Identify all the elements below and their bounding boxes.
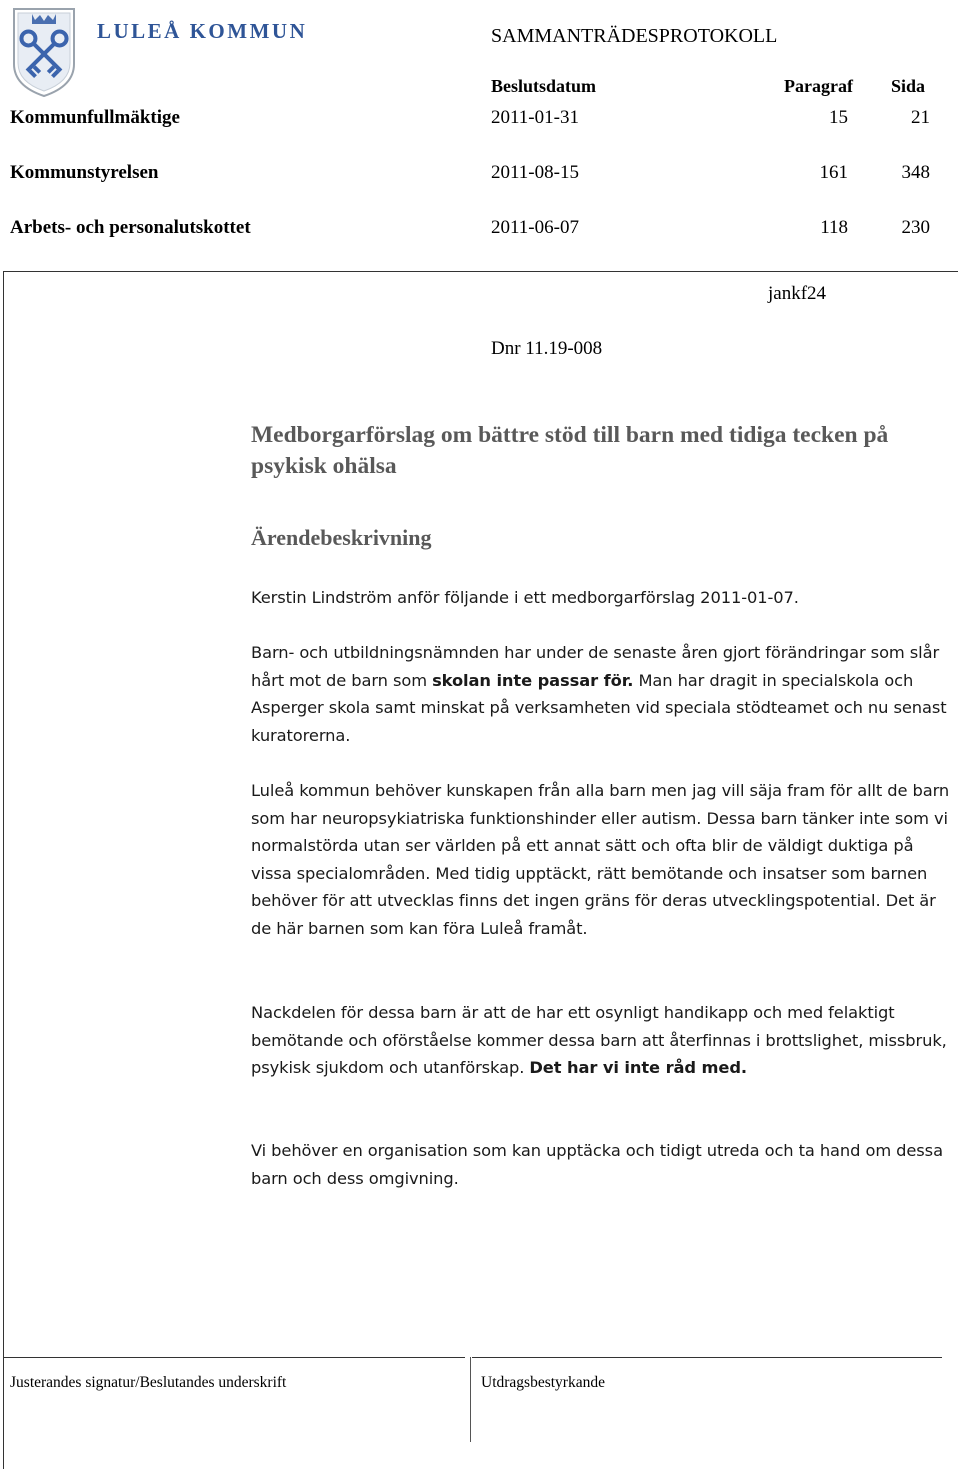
organization-name: LULEÅ KOMMUN [97, 19, 308, 43]
paragraph-4: Vi behöver en organisation som kan upptäcka och tidigt utreda och ta hand om dessa barn och dess omgivning. [251, 1141, 943, 1188]
row-page: 348 [901, 162, 930, 183]
row-page: 230 [901, 217, 930, 238]
column-header-paragraph: Paragraf [784, 76, 853, 96]
row-page: 21 [911, 107, 930, 128]
row-body: Kommunfullmäktige [10, 107, 180, 128]
extract-label: Utdragsbestyrkande [481, 1374, 605, 1391]
row-date: 2011-08-15 [491, 162, 579, 183]
row-body: Arbets- och personalutskottet [10, 217, 251, 238]
extract-line [472, 1357, 942, 1358]
signature-line [3, 1357, 465, 1358]
row-paragraph: 161 [819, 162, 848, 183]
signature-divider [470, 1357, 471, 1442]
column-header-date: Beslutsdatum [491, 76, 597, 96]
row-paragraph: 118 [820, 217, 848, 238]
case-title: Medborgarförslag om bättre stöd till barn med tidiga tecken på psykisk ohälsa [251, 422, 889, 479]
document-type: SAMMANTRÄDESPROTOKOLL [491, 25, 778, 47]
intro-paragraph: Kerstin Lindström anför följande i ett medborgarförslag 2011-01-07. [251, 588, 799, 607]
paragraph-3-emphasis: Det har vi inte råd med. [529, 1058, 747, 1078]
paragraph-1-text-c: Man har dragit in specialskola och Asperger skola samt minskat på verksamheten vid speciala stödteamet och nu senast kuratorerna. [251, 670, 947, 745]
row-paragraph: 15 [829, 107, 848, 128]
paragraph-2: Luleå kommun behöver kunskapen från alla barn men jag vill säja fram för allt de barn som har neuropsykiatriska funktionshinder eller autism. Dessa barn tänker inte som vi normalstörda utan ser världen på ett annat sätt och ofta blir de väldigt duktiga på vissa specialområden. Med tidig upptäckt, rätt bemötande och insatser som barnen behöver för att utvecklas finns det ingen gräns för deras utvecklingspotential. Det är de här barnen som kan föra Luleå framåt. [251, 781, 950, 938]
paragraph-1-emphasis: skolan inte passar för. [432, 670, 634, 690]
column-header-page: Sida [891, 76, 926, 96]
row-body: Kommunstyrelsen [10, 162, 159, 183]
paragraph-1 [251, 639, 951, 749]
row-date: 2011-01-31 [491, 107, 579, 128]
lulea-coat-of-arms-icon [10, 6, 78, 98]
row-date: 2011-06-07 [491, 217, 579, 238]
section-heading: Ärendebeskrivning [251, 525, 432, 550]
paragraph-1-text-a: Barn- och utbildningsnämnden har under de senaste åren gjort förändringar som slår hårt mot de barn som [251, 643, 940, 690]
signature-label: Justerandes signatur/Beslutandes underskrift [10, 1374, 287, 1391]
diary-number: Dnr 11.19-008 [491, 338, 603, 359]
paragraph-3 [251, 999, 951, 1082]
paragraph-3-text: Nackdelen för dessa barn är att de har ett osynligt handikapp och med felaktigt bemötande och oförståelse kommer dessa barn att återfinnas i brottslighet, missbruk, psykisk sjukdom och utanförskap. [251, 1003, 947, 1078]
reference-code: jankf24 [768, 283, 827, 304]
